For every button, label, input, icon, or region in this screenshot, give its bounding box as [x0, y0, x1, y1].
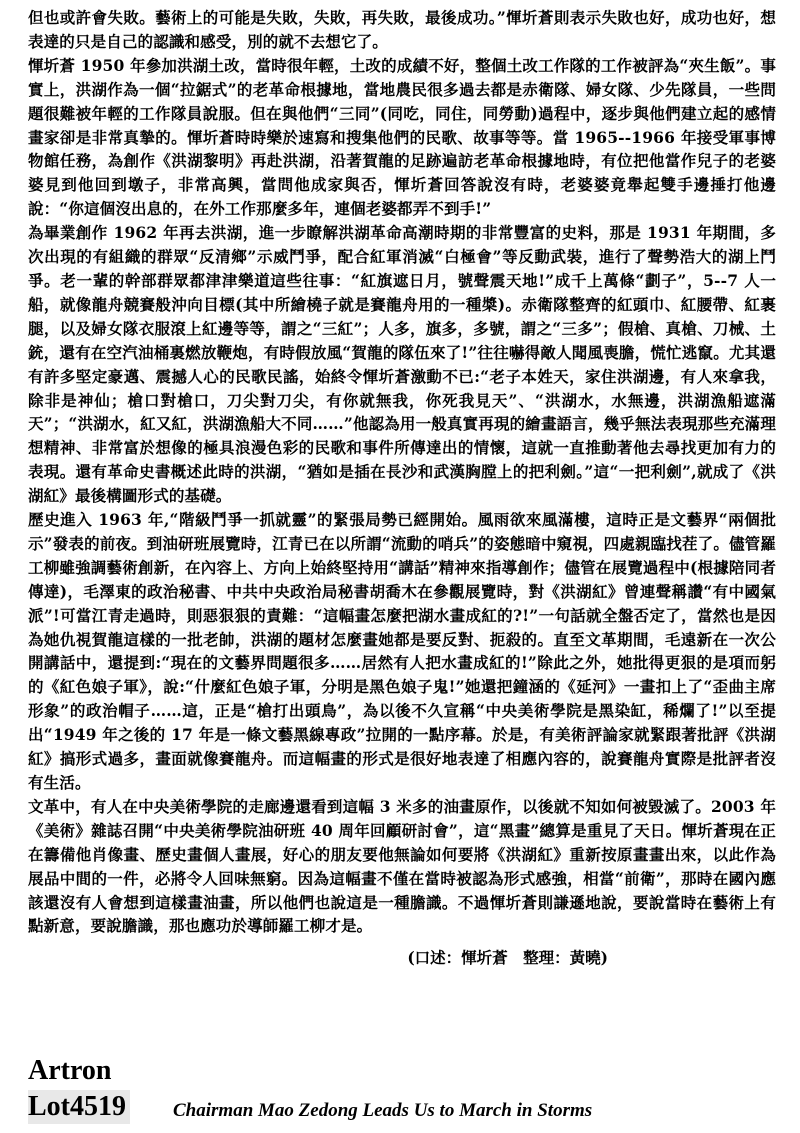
credit-line: (口述：惲圻蒼 整理：黃曉): [407, 948, 608, 968]
paragraph-4: 歷史進入 1963 年,“階級鬥爭一抓就靈”的緊張局勢已經開始。風雨欲來風滿樓，這時正是文藝界“兩個批示”發表的前夜。到油研班展覽時，江青已在以所謂“流動的哨兵”的姿態暗中窺視，四處親臨找茬了。儘管羅工柳雖強調藝術創新，在內容上、方向上始終堅持用“講話”精神來指導創作；儘管在展覽過程中(根據陪同者傳達)，毛澤東的政治秘書、中共中央政治局秘書胡喬木在參觀展覽時，對《洪湖紅》曾連聲稱讚“有中國氣派”!可當江青走過時，則惡狠狠的責難：“這幅畫怎麼把湖水畫成紅的?!”一句話就全盤否定了，當然也是因為她仇視賀龍這樣的一批老帥，洪湖的題材怎麼畫她都是要反對、扼殺的。直至文革期間，毛遠新在一次公開講話中，還提到:“現在的文藝界問題很多……居然有人把水畫成紅的!”除此之外，她批得更狠的是項而躬的《紅色娘子軍》，說:“什麼紅色娘子軍，分明是黑色娘子鬼!”她還把鐘涵的《延河》一畫扣上了“歪曲主席形象”的政治帽子……這，正是“槍打出頭鳥”，為以後不久宣稱“中央美術學院是黑染缸，稀爛了!”以至提出“1949 年之後的 17 年是一條文藝黑線專政”拉開的一點序幕。於是，有美術評論家就緊跟著批評《洪湖紅》搞形式過多，畫面就像賽龍舟。而這幅畫的形式是很好地表達了相應內容的，說賽龍舟實際是批評者沒有生活。: [28, 510, 776, 792]
paragraph-1: 但也或許會失敗。藝術上的可能是失敗，失敗，再失敗，最後成功。”惲圻蒼則表示失敗也好，成功也好，想表達的只是自己的認識和感受，別的就不去想它了。: [28, 8, 776, 51]
paragraph-5: 文革中，有人在中央美術學院的走廊邊還看到這幅 3 米多的油畫原作，以後就不知如何被毀滅了。2003 年《美術》雜誌召開“中央美術學院油研班 40 周年回顧研討會”，這“黑畫”總算是重見了天日。惲圻蒼現在正在籌備他肖像畫、歷史畫個人畫展，好心的朋友要他無論如何要將《洪湖紅》重新按原畫畫出來，以此作為展品中間的一件，必將令人回味無窮。因為這幅畫不僅在當時被認為形式感強，相當“前衛”，那時在國內應該還沒有人會想到這樣畫油畫，所以他們也說這是一種膽識。不過惲圻蒼則謙遜地說，要說當時在藝術上有點新意，要說膽識，那也應功於導師羅工柳才是。: [28, 796, 776, 936]
brand-name: Artron: [28, 1055, 112, 1086]
paragraph-3: 為畢業創作 1962 年再去洪湖，進一步瞭解洪湖革命高潮時期的非常豐富的史料，那是 1931 年期間，多次出現的有組織的群眾“反清鄉”示威鬥爭，配合紅軍消滅“白極會”等反動武裝，進行了聲勢浩大的湖上鬥爭。老一輩的幹部群眾都津津樂道這些往事：“紅旗遮日月，號聲震天地!”成千上萬條“劃子”，5--7 人一船，就像龍舟競賽般沖向目標(其中所繪橈子就是賽龍舟用的一種槳)。赤衛隊整齊的紅頭巾、紅腰帶、紅裹腿，以及婦女隊衣服滾上紅邊等等，謂之“三紅”；人多，旗多，多號，謂之“三多”；假槍、真槍、刀械、土銃，還有在空汽油桶裏燃放鞭炮，有時假放風“賀龍的隊伍來了!”往往嚇得敵人聞風喪膽，慌忙逃竄。尤其還有許多堅定豪邁、震撼人心的民歌民謠，始終令惲圻蒼激動不已:“老子本姓天，家住洪湖邊，有人來拿我，除非是神仙；槍口對槍口，刀尖對刀尖，有你就無我，你死我見天”、“洪湖水，水無邊，洪湖漁船遮滿天”；“洪湖水，紅又紅，洪湖漁船大不同……”他認為用一般真實再現的繪畫語言，幾乎無法表現那些充滿理想精神、非常富於想像的極具浪漫色彩的民歌和事件所傳達出的情懷，這就一直推動著他去尋找更加有力的表現。還有革命史書概述此時的洪湖，“猶如是插在長沙和武漢胸膛上的把利劍。”這“一把利劍”,就成了《洪湖紅》最後構圖形式的基礎。: [28, 223, 776, 506]
footer: [28, 1054, 776, 1126]
paragraph-2: 惲圻蒼 1950 年參加洪湖土改，當時很年輕，土改的成績不好，整個土改工作隊的工作被評為“夾生飯”。事實上，洪湖作為一個“拉鋸式”的老革命根據地，當地農民很多過去都是赤衛隊、婦女隊、少先隊員，一些問題很難被年輕的工作隊員說服。但在與他們“三同”(同吃，同住，同勞動)過程中，逐步與他們建立起的感情畫家卻是非常真摯的。惲圻蒼時時樂於速寫和搜集他們的民歌、故事等等。當 1965--1966 年接受軍事博物館任務，為創作《洪湖黎明》再赴洪湖，沿著賀龍的足跡遍訪老革命根據地時，有位把他當作兒子的老婆婆見到他回到墩子，非常高興，當問他成家與否，惲圻蒼回答說沒有時，老婆婆竟舉起雙手邊捶打他邊說：“你這個沒出息的，在外工作那麼多年，連個老婆都弄不到手!”: [28, 55, 776, 219]
artwork-title: Chairman Mao Zedong Leads Us to March in Storms: [173, 1100, 593, 1121]
article-body: [28, 6, 776, 970]
lot-number: Lot4519: [28, 1090, 130, 1124]
